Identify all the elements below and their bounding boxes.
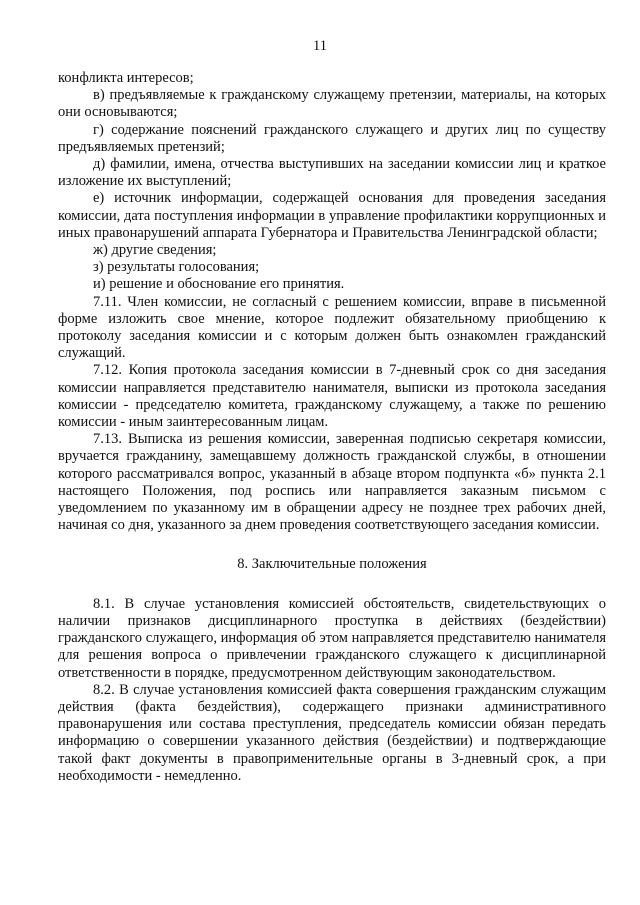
paragraph-continuation: конфликта интересов; — [58, 70, 194, 86]
clause-8-1: 8.1. В случае установления комиссией обстоятельств, свидетельствующих о наличии признаков дисциплинарного проступка в действиях (бездействии) гражданского служащего, информация об этом направляется представителю нанимателя для решения вопроса о привлечении гражданского служащего к дисциплинарной ответственности в порядке, предусмотренном действующим законодательством. — [58, 595, 606, 681]
document-body — [58, 70, 606, 785]
clause-8-2: 8.2. В случае установления комиссией факта совершения гражданским служащим действия (факта бездействия), содержащего признаки административного правонарушения или состава преступления, председатель комиссии обязан передать информацию о совершении указанного действия (бездействии) и подтверждающие такой факт документы в правоприменительные органы в 3-дневный срок, а при необходимости - немедленно. — [58, 681, 606, 784]
section-title: 8. Заключительные положения — [237, 556, 427, 573]
list-item-z: з) результаты голосования; — [93, 259, 260, 276]
list-item-zh: ж) другие сведения; — [93, 242, 217, 259]
list-item-e: е) источник информации, содержащей основания для проведения заседания комиссии, дата поступления информации в управление профилактики коррупционных и иных правонарушений аппарата Губернатора и Правительства Ленинградской области; — [58, 190, 606, 241]
clause-7-13: 7.13. Выписка из решения комиссии, заверенная подписью секретаря комиссии, вручается гражданину, замещавшему должность гражданской службы, в отношении которого рассматривался вопрос, указанный в абзаце втором подпункта «б» пункта 2.1 настоящего Положения, под роспись или направляется заказным письмом с уведомлением по указанному им в обращении адресу не позднее трех рабочих дней, начиная со дня, указанного за днем проведения соответствующего заседания комиссии. — [58, 431, 606, 534]
clause-7-12: 7.12. Копия протокола заседания комиссии в 7-дневный срок со дня заседания комиссии направляется представителю нанимателя, выписки из протокола заседания комиссии - председателю комитета, гражданскому служащему, а также по решению комиссии - иным заинтересованным лицам. — [58, 362, 606, 431]
list-item-g: г) содержание пояснений гражданского служащего и других лиц по существу предъявляемых претензий; — [58, 121, 606, 155]
page-number: 11 — [313, 38, 327, 54]
list-item-d: д) фамилии, имена, отчества выступивших на заседании комиссии лиц и краткое изложение их выступлений; — [58, 156, 606, 190]
clause-7-11: 7.11. Член комиссии, не согласный с решением комиссии, вправе в письменной форме изложить свое мнение, которое подлежит обязательному приобщению к протоколу заседания комиссии и с которым должен быть ознакомлен гражданский служащий. — [58, 293, 606, 362]
list-item-v: в) предъявляемые к гражданскому служащему претензии, материалы, на которых они основываются; — [58, 87, 606, 121]
list-item-i: и) решение и обоснование его принятия. — [93, 276, 345, 293]
